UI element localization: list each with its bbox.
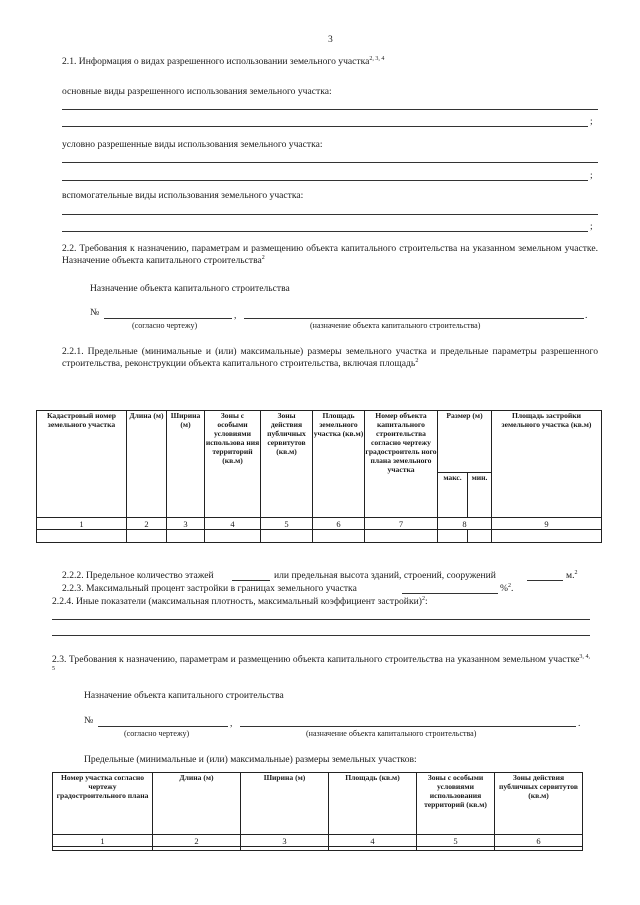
parameters-table (36, 410, 602, 543)
data-cell (417, 847, 495, 851)
section-2-2-footnote: 2 (261, 254, 265, 261)
data-cell (241, 847, 329, 851)
section-2-2-4-end: : (424, 596, 428, 607)
section-2-2-2-unit (566, 570, 577, 582)
column-number: 1 (53, 835, 153, 847)
floors-line (232, 580, 270, 581)
page-number: 3 (328, 34, 333, 45)
header-size-min: мин. (468, 473, 492, 518)
section-2-2-1-footnote: 2 (415, 357, 419, 364)
section-2-1-title (62, 56, 384, 68)
column-number: 3 (241, 835, 329, 847)
section-2-3-period: . (578, 718, 581, 729)
data-cell (438, 530, 468, 543)
section-2-3-comma: , (230, 718, 233, 729)
conditional-uses-label: условно разрешенные виды использования земельного участка: (62, 139, 323, 150)
section-2-3-caption-drawing: (согласно чертежу) (124, 729, 190, 738)
header-length: Длина (м) (153, 773, 241, 835)
height-unit: м. (566, 570, 575, 581)
section-2-2-4-text (52, 596, 428, 608)
plot-sizes-table (52, 772, 583, 851)
section-2-3-body: 2.3. Требования к назначению, параметрам и размещению объекта капитального строительства на указанном земельном участке (52, 654, 580, 665)
header-zones-public: Зоны действия публичных сервитутов (кв.м) (261, 411, 313, 518)
percent-end: . (511, 583, 514, 594)
column-number: 3 (167, 518, 205, 530)
data-cell (153, 847, 241, 851)
auxiliary-uses-line-2 (62, 231, 588, 232)
header-built-area: Площадь застройки земельного участка (кв.м) (492, 411, 602, 518)
section-2-2-number-line (104, 318, 232, 319)
header-area: Площадь земельного участка (кв.м) (313, 411, 365, 518)
section-2-2-2-a: 2.2.2. Предельное количество этажей (62, 570, 214, 581)
data-cell (492, 530, 602, 543)
section-2-2-purpose-label: Назначение объекта капитального строительства (90, 283, 290, 294)
section-2-2-1-text (62, 346, 598, 370)
header-width: Ширина (м) (241, 773, 329, 835)
section-2-2-3-text: 2.2.3. Максимальный процент застройки в границах земельного участка (62, 583, 357, 594)
section-2-2-4-footnote: 2 (421, 595, 425, 602)
height-line (527, 580, 563, 581)
column-number: 1 (37, 518, 127, 530)
data-cell (167, 530, 205, 543)
section-2-2-num-sign: № (90, 307, 100, 318)
header-zones-special: Зоны с особыми условиями использова ния территорий (кв.м) (205, 411, 261, 518)
section-2-2-comma: , (234, 310, 237, 321)
section-2-3-name-line (240, 726, 576, 727)
section-2-3-footnote: 3, 4, 5 (52, 653, 590, 672)
data-cell (495, 847, 583, 851)
data-cell (53, 847, 153, 851)
section-2-2-caption-name: (назначение объекта капитального строительства) (310, 321, 481, 330)
section-2-3-caption-name: (назначение объекта капитального строительства) (306, 729, 477, 738)
other-indicators-line-1 (52, 619, 590, 620)
section-2-2-body: 2.2. Требования к назначению, параметрам и размещению объекта капитального строительства на указанном земельном участке. Назначение объекта капитального строительства (62, 243, 598, 266)
main-uses-label: основные виды разрешенного использования земельного участка: (62, 86, 332, 97)
main-uses-line-1 (62, 109, 598, 110)
column-number: 5 (261, 518, 313, 530)
percent-unit: % (500, 583, 508, 594)
auxiliary-uses-semicolon: ; (590, 221, 593, 232)
section-2-2-3-unit (500, 583, 513, 595)
conditional-uses-line-2 (62, 180, 588, 181)
data-cell (127, 530, 167, 543)
auxiliary-uses-line-1 (62, 214, 598, 215)
height-unit-footnote: 2 (574, 569, 578, 576)
section-2-3-number-line (98, 726, 228, 727)
column-number: 5 (417, 835, 495, 847)
header-length: Длина (м) (127, 411, 167, 518)
section-2-2-4-body: 2.2.4. Иные показатели (максимальная плотность, максимальный коэффициент застройки) (52, 596, 422, 607)
percent-line (402, 593, 498, 594)
data-cell (468, 530, 492, 543)
section-2-3-text (52, 654, 590, 678)
column-number: 4 (205, 518, 261, 530)
header-plot-number: Номер участка согласно чертежу градостроительного плана (53, 773, 153, 835)
section-2-2-text (62, 243, 598, 267)
header-zones-public: Зоны действия публичных сервитутов (кв.м) (495, 773, 583, 835)
data-cell (37, 530, 127, 543)
header-object-number: Номер объекта капитального строительства согласно чертежу градостроитель ного плана земельного участка (365, 411, 438, 518)
percent-footnote: 2 (508, 582, 511, 589)
header-size: Размер (м) (438, 411, 492, 473)
data-cell (205, 530, 261, 543)
data-cell (329, 847, 417, 851)
other-indicators-line-2 (52, 635, 590, 636)
column-number: 8 (438, 518, 492, 530)
column-number: 2 (127, 518, 167, 530)
column-number: 9 (492, 518, 602, 530)
data-cell (365, 530, 438, 543)
header-size-max: макс. (438, 473, 468, 518)
column-number: 6 (495, 835, 583, 847)
header-cadastral: Кадастровый номер земельного участка (37, 411, 127, 518)
section-2-2-caption-drawing: (согласно чертежу) (132, 321, 198, 330)
data-cell (261, 530, 313, 543)
conditional-uses-semicolon: ; (590, 170, 593, 181)
section-2-2-name-line (244, 318, 584, 319)
main-uses-line-2 (62, 126, 588, 127)
section-2-2-1-body: 2.2.1. Предельные (минимальные и (или) максимальные) размеры земельного участка и предельные параметры разрешенного строительства, реконструкции объекта капитального строительства, включая площадь (62, 346, 598, 369)
section-2-2-2-b: или предельная высота зданий, строений, сооружений (274, 570, 496, 581)
conditional-uses-line-1 (62, 162, 598, 163)
section-2-3-num-sign: № (84, 715, 94, 726)
column-number: 2 (153, 835, 241, 847)
section-2-1-footnote: 2, 3, 4 (369, 55, 385, 62)
header-zones-special: Зоны с особыми условиями использования территорий (кв.м) (417, 773, 495, 835)
column-number: 7 (365, 518, 438, 530)
column-number: 4 (329, 835, 417, 847)
column-number: 6 (313, 518, 365, 530)
section-2-3-limits-text: Предельные (минимальные и (или) максимальные) размеры земельных участков: (84, 754, 417, 765)
section-2-3-purpose-label: Назначение объекта капитального строительства (84, 690, 284, 701)
header-width: Ширина (м) (167, 411, 205, 518)
main-uses-semicolon: ; (590, 116, 593, 127)
header-area: Площадь (кв.м) (329, 773, 417, 835)
auxiliary-uses-label: вспомогательные виды использования земельного участка: (62, 190, 304, 201)
section-2-1-title-text: 2.1. Информация о видах разрешенного использовании земельного участка (62, 56, 370, 67)
data-cell (313, 530, 365, 543)
section-2-2-period: . (585, 310, 588, 321)
